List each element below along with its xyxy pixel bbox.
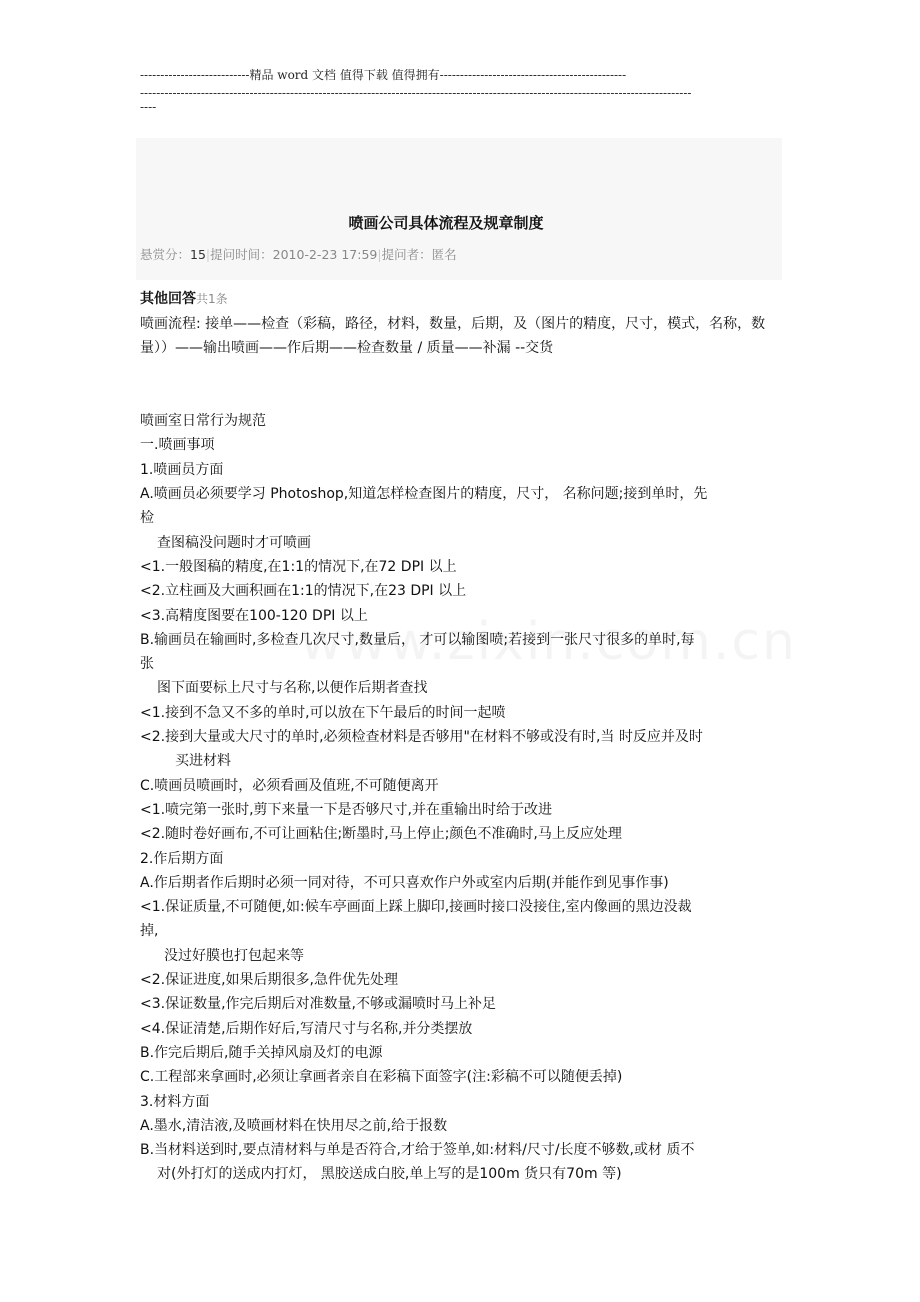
answers-heading-text: 其他回答 bbox=[140, 291, 196, 307]
text-line: C.喷画员喷画时，必须看画及值班,不可随便离开 bbox=[140, 777, 439, 794]
answer-content bbox=[140, 312, 785, 1187]
paragraph-gap bbox=[140, 361, 785, 410]
text-line: <4.保证清楚,后期作好后,写清尺寸与名称,并分类摆放 bbox=[140, 1020, 473, 1037]
text-line: A.喷画员必须要学习 Photoshop,知道怎样检查图片的精度，尺寸， 名称问题;接到单时，先 bbox=[140, 486, 708, 503]
text-line: A.墨水,清洁液,及喷画材料在快用尽之前,给于报数 bbox=[140, 1117, 448, 1134]
section-title: 喷画室日常行为规范 bbox=[140, 413, 266, 430]
text-line: <2.接到大量或大尺寸的单时,必须检查材料是否够用"在材料不够或没有时,当 时反应并及时 bbox=[140, 729, 703, 746]
text-line: B.输画员在输画时,多检查几次尺寸,数量后， 才可以输图喷;若接到一张尺寸很多的单时,每 bbox=[140, 631, 695, 648]
text-line: 掉, bbox=[140, 923, 159, 940]
reward-label: 悬赏分： bbox=[140, 247, 191, 262]
header-dashline-3: ---- bbox=[140, 100, 157, 114]
subsection-heading: 3.材料方面 bbox=[140, 1093, 210, 1110]
text-line: 对(外打灯的送成内打灯， 黑胶送成白胶,单上写的是100m 货只有70m 等) bbox=[157, 1166, 622, 1183]
subsection-heading: 1.喷画员方面 bbox=[140, 461, 224, 478]
header-dashline-1: ---------------------------精品 word 文档 值得下载 值得拥有---------------------------------------------- bbox=[140, 68, 627, 82]
text-line: <2.随时卷好画布,不可让画粘住;断墨时,马上停止;颜色不准确时,马上反应处理 bbox=[140, 826, 622, 843]
asker-label: 提问者： bbox=[381, 247, 432, 262]
text-line: 查图稿没问题时才可喷画 bbox=[157, 534, 311, 551]
question-meta bbox=[140, 245, 457, 263]
meta-separator: | bbox=[205, 247, 211, 262]
question-title: 喷画公司具体流程及规章制度 bbox=[348, 214, 544, 232]
text-line: 买进材料 bbox=[175, 753, 231, 770]
section-heading: 一.喷画事项 bbox=[140, 437, 215, 454]
text-line: A.作后期者作后期时必须一同对待，不可只喜欢作户外或室内后期(并能作到见事作事) bbox=[140, 874, 669, 891]
other-answers-heading bbox=[140, 288, 228, 308]
text-line: B.当材料送到时,要点清材料与单是否符合,才给于签单,如:材料/尺寸/长度不够数,或材 质不 bbox=[140, 1142, 695, 1159]
text-line: <1.保证质量,不可随便,如:候车亭画面上踩上脚印,接画时接口没接住,室内像画的黑边没裁 bbox=[140, 899, 692, 916]
meta-separator: | bbox=[377, 247, 382, 262]
time-label: 提问时间： bbox=[210, 247, 273, 262]
subsection-heading: 2.作后期方面 bbox=[140, 850, 224, 867]
text-line: <2.立柱画及大画积画在1:1的情况下,在23 DPI 以上 bbox=[140, 583, 467, 600]
text-line: 检 bbox=[140, 510, 154, 527]
time-value: 2010-2-23 17:59 bbox=[272, 247, 378, 262]
text-line: <1.喷完第一张时,剪下来量一下是否够尺寸,并在重输出时给于改进 bbox=[140, 801, 552, 818]
asker-value: 匿名 bbox=[431, 247, 457, 262]
text-line: <1.接到不急又不多的单时,可以放在下午最后的时间一起喷 bbox=[140, 704, 506, 721]
text-line: C.工程部来拿画时,必须让拿画者亲自在彩稿下面签字(注:彩稿不可以随便丢掉) bbox=[140, 1069, 623, 1086]
text-line: <2.保证进度,如果后期很多,急件优先处理 bbox=[140, 972, 398, 989]
text-line: B.作完后期后,随手关掉风扇及灯的电源 bbox=[140, 1044, 383, 1061]
reward-value: 15 bbox=[190, 247, 206, 262]
text-line: 张 bbox=[140, 656, 154, 673]
flow-paragraph: 喷画流程: 接单——检查（彩稿，路径，材料，数量，后期，及（图片的精度，尺寸，模式，名称，数量））——输出喷画——作后期——检查数量 / 质量——补漏 --交货 bbox=[140, 316, 766, 357]
header-dashline-2: ---------------------------------------------------------------------------------------------------------------------------------------- bbox=[140, 86, 692, 100]
text-line: 图下面要标上尺寸与名称,以便作后期者查找 bbox=[157, 680, 428, 697]
text-line: <3.高精度图要在100-120 DPI 以上 bbox=[140, 607, 368, 624]
text-line: 没过好膜也打包起来等 bbox=[164, 947, 304, 964]
answers-count: 共1条 bbox=[196, 292, 228, 306]
text-line: <3.保证数量,作完后期后对准数量,不够或漏喷时马上补足 bbox=[140, 996, 496, 1013]
text-line: <1.一般图稿的精度,在1:1的情况下,在72 DPI 以上 bbox=[140, 558, 457, 575]
